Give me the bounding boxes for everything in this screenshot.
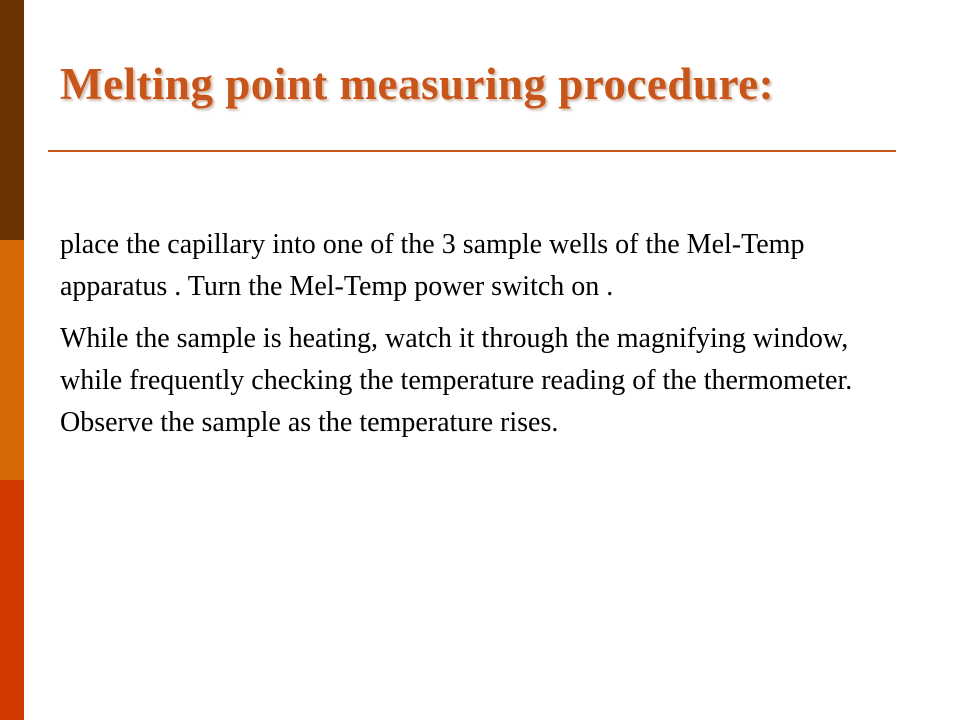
slide-title: Melting point measuring procedure: <box>60 59 775 109</box>
side-bar-red <box>0 480 24 720</box>
slide-body <box>60 224 870 444</box>
side-bar-brown <box>0 0 24 240</box>
title-underline <box>48 150 896 152</box>
body-paragraph-1: place the capillary into one of the 3 sample wells of the Mel-Temp apparatus . Turn the Mel-Temp power switch on . <box>60 229 805 302</box>
side-bar-orange <box>0 240 24 480</box>
body-paragraph-2: While the sample is heating, watch it through the magnifying window, while frequently checking the temperature reading of the thermometer. Observe the sample as the temperature rises. <box>60 323 853 438</box>
